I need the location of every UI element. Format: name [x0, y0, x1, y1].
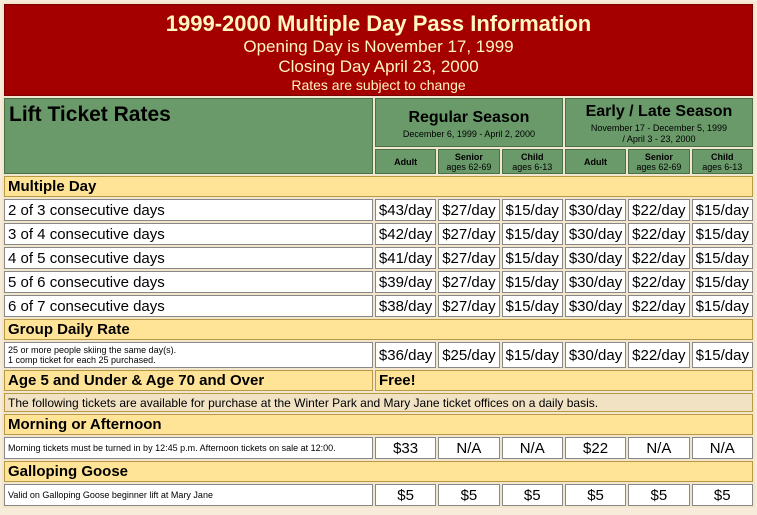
- price-cell: $22/day: [628, 199, 689, 221]
- price-cell: $15/day: [692, 199, 753, 221]
- col-child-early-ages: ages 6-13: [702, 161, 743, 172]
- price-cell: $36/day: [375, 342, 436, 368]
- price-cell: $30/day: [565, 271, 626, 293]
- price-cell: $22/day: [628, 247, 689, 269]
- col-senior: [438, 149, 499, 174]
- opening-day: Opening Day is November 17, 1999: [243, 36, 514, 56]
- price-cell: $30/day: [565, 342, 626, 368]
- col-adult-early: [565, 149, 626, 174]
- price-cell: $5: [375, 484, 436, 506]
- closing-day: Closing Day April 23, 2000: [278, 56, 479, 76]
- pass-info-page: [2, 2, 753, 508]
- page-title: 1999-2000 Multiple Day Pass Information: [165, 10, 592, 36]
- galloping-goose-heading: Galloping Goose: [4, 461, 753, 482]
- price-cell: $25/day: [438, 342, 499, 368]
- lift-ticket-rates-heading: Lift Ticket Rates: [4, 98, 373, 174]
- row-label: 3 of 4 consecutive days: [4, 223, 373, 245]
- price-cell: $15/day: [692, 342, 753, 368]
- table-row: [4, 271, 753, 293]
- price-cell: $30/day: [565, 199, 626, 221]
- col-senior-ages: ages 62-69: [446, 161, 492, 172]
- price-cell: $42/day: [375, 223, 436, 245]
- col-child-early: [692, 149, 753, 174]
- col-child-ages: ages 6-13: [512, 161, 553, 172]
- morning-note: Morning tickets must be turned in by 12:45 p.m. Afternoon tickets on sale at 12:00.: [4, 437, 373, 459]
- early-late-dates-line1: November 17 - December 5, 1999: [590, 123, 727, 133]
- morning-afternoon-heading: Morning or Afternoon: [4, 414, 753, 435]
- table-row: [4, 484, 753, 506]
- price-cell: $5: [628, 484, 689, 506]
- multiple-day-heading: Multiple Day: [4, 176, 753, 197]
- price-cell: $22/day: [628, 295, 689, 317]
- goose-note: Valid on Galloping Goose beginner lift at Mary Jane: [4, 484, 373, 506]
- daily-info-text: The following tickets are available for purchase at the Winter Park and Mary Jane ticket offices on a daily basis.: [4, 393, 753, 412]
- price-cell: $15/day: [502, 271, 563, 293]
- group-note-line1: 25 or more people skiing the same day(s).: [8, 345, 177, 355]
- early-late-season-header: [565, 98, 753, 147]
- price-cell: $27/day: [438, 223, 499, 245]
- table-row: [4, 199, 753, 221]
- price-cell: N/A: [692, 437, 753, 459]
- table-row: [4, 223, 753, 245]
- table-row: [4, 247, 753, 269]
- price-cell: $15/day: [692, 247, 753, 269]
- price-cell: $43/day: [375, 199, 436, 221]
- row-label: 5 of 6 consecutive days: [4, 271, 373, 293]
- price-cell: N/A: [628, 437, 689, 459]
- col-senior-early: [628, 149, 689, 174]
- price-cell: $39/day: [375, 271, 436, 293]
- table-row: [4, 342, 753, 368]
- price-cell: $5: [692, 484, 753, 506]
- regular-season-header: [375, 98, 563, 147]
- price-cell: $15/day: [502, 295, 563, 317]
- col-child: [502, 149, 563, 174]
- col-adult: [375, 149, 436, 174]
- row-label: 2 of 3 consecutive days: [4, 199, 373, 221]
- row-label: 6 of 7 consecutive days: [4, 295, 373, 317]
- price-cell: $15/day: [502, 199, 563, 221]
- price-cell: $22: [565, 437, 626, 459]
- table-row: [4, 437, 753, 459]
- price-cell: $5: [502, 484, 563, 506]
- price-cell: $30/day: [565, 247, 626, 269]
- rates-note: Rates are subject to change: [291, 76, 466, 93]
- col-child-early-label: Child: [711, 151, 734, 162]
- group-rate-heading: Group Daily Rate: [4, 319, 753, 340]
- price-cell: $27/day: [438, 271, 499, 293]
- regular-season-name: Regular Season: [408, 109, 530, 126]
- price-cell: $5: [438, 484, 499, 506]
- group-note: [4, 342, 373, 368]
- price-cell: $22/day: [628, 223, 689, 245]
- price-cell: N/A: [438, 437, 499, 459]
- col-senior-label: Senior: [454, 151, 483, 162]
- row-label: 4 of 5 consecutive days: [4, 247, 373, 269]
- price-cell: $30/day: [565, 223, 626, 245]
- price-cell: $22/day: [628, 271, 689, 293]
- price-cell: $5: [565, 484, 626, 506]
- price-cell: $27/day: [438, 199, 499, 221]
- price-cell: $22/day: [628, 342, 689, 368]
- pass-info-table: [2, 2, 755, 508]
- price-cell: $15/day: [502, 223, 563, 245]
- early-late-season-name: Early / Late Season: [585, 103, 733, 120]
- col-senior-early-ages: ages 62-69: [636, 161, 682, 172]
- price-cell: $15/day: [692, 271, 753, 293]
- col-senior-early-label: Senior: [644, 151, 673, 162]
- price-cell: $38/day: [375, 295, 436, 317]
- price-cell: $15/day: [692, 295, 753, 317]
- price-cell: $15/day: [692, 223, 753, 245]
- col-adult-label: Adult: [394, 156, 418, 167]
- table-row: [4, 295, 753, 317]
- price-cell: $27/day: [438, 295, 499, 317]
- price-cell: $15/day: [502, 247, 563, 269]
- header-banner: [4, 4, 753, 96]
- col-child-label: Child: [520, 151, 544, 162]
- group-note-line2: 1 comp ticket for each 25 purchased.: [8, 355, 156, 365]
- price-cell: $15/day: [502, 342, 563, 368]
- regular-season-dates: December 6, 1999 - April 2, 2000: [402, 129, 535, 139]
- col-adult-early-label: Adult: [584, 156, 608, 167]
- early-late-dates-line2: / April 3 - 23, 2000: [622, 134, 696, 144]
- price-cell: $33: [375, 437, 436, 459]
- age-heading: Age 5 and Under & Age 70 and Over: [4, 370, 373, 391]
- price-cell: $27/day: [438, 247, 499, 269]
- price-cell: N/A: [502, 437, 563, 459]
- price-cell: $41/day: [375, 247, 436, 269]
- price-cell: $30/day: [565, 295, 626, 317]
- age-free-value: Free!: [375, 370, 753, 391]
